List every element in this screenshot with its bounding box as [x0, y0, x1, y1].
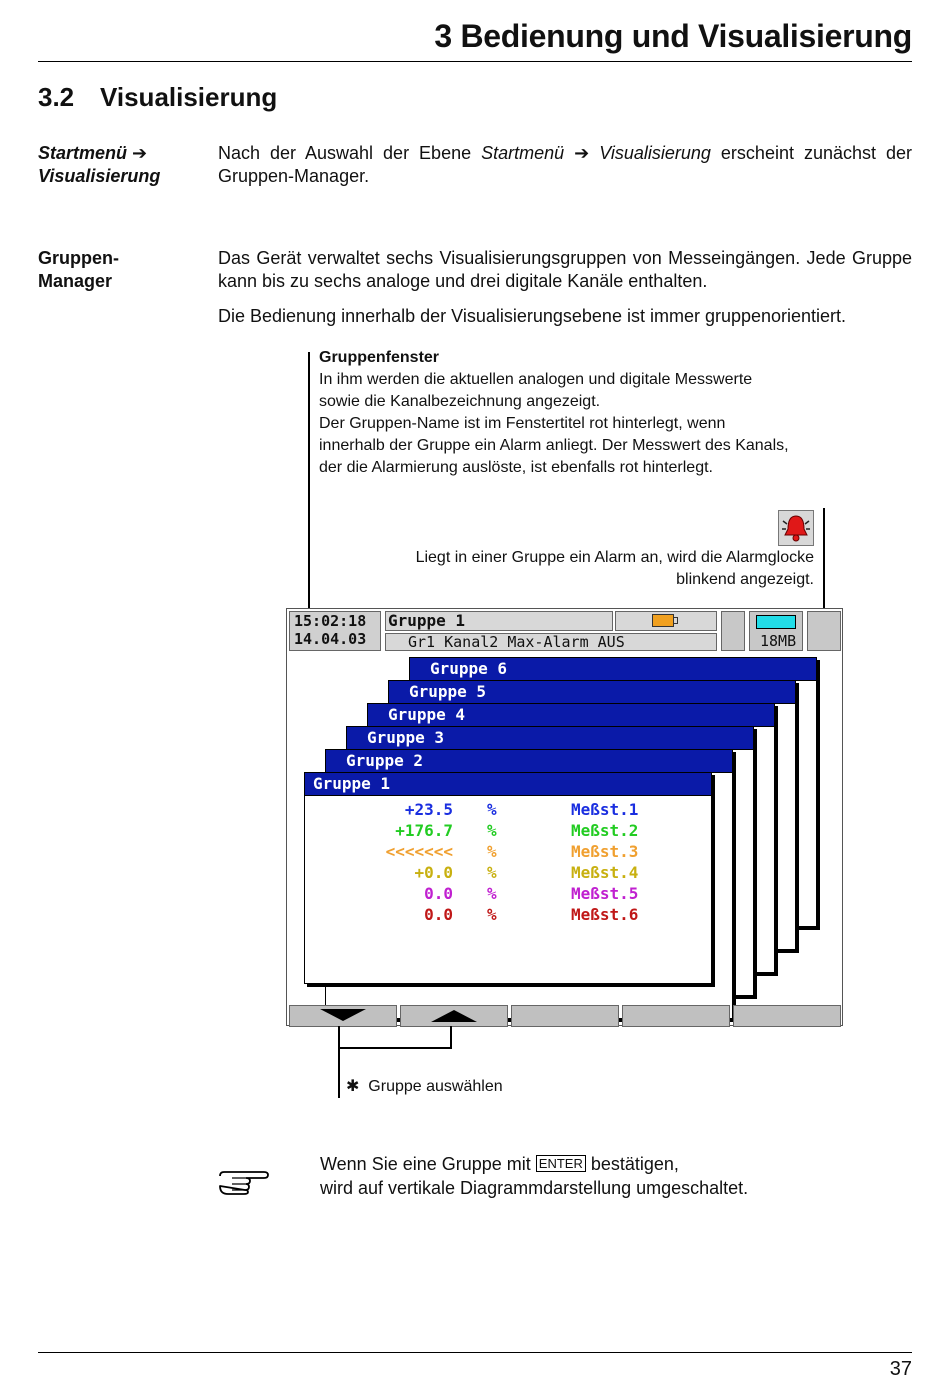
measurement-unit: % — [487, 905, 497, 924]
note-paragraph — [320, 1152, 748, 1200]
note-text: bestätigen, — [585, 1154, 679, 1174]
intro-text-end: erscheint zunächst der Gruppen-Manager. — [218, 143, 912, 186]
group-window-title: Gruppe 4 — [368, 704, 774, 727]
measurement-unit: % — [487, 821, 497, 840]
measurement-unit: % — [487, 842, 497, 861]
alarm-bell-icon — [778, 510, 814, 546]
callout-alarm-line: Liegt in einer Gruppe ein Alarm an, wird die Alarmglocke — [415, 549, 814, 566]
enter-key: ENTER — [536, 1155, 586, 1172]
measurement-unit: % — [487, 884, 497, 903]
note-line: wird auf vertikale Diagrammdarstellung umgeschaltet. — [320, 1178, 749, 1198]
status-message: Gr1 Kanal2 Max-Alarm AUS — [385, 633, 717, 651]
measurement-name: Meßst.6 — [571, 905, 639, 924]
callout-window-title: Gruppenfenster — [319, 349, 440, 366]
callout-window-line: In ihm werden die aktuellen analogen und digitale Messwerte — [319, 371, 753, 388]
measurement-name: Meßst.1 — [571, 800, 639, 819]
callout-select — [346, 1076, 503, 1098]
header-rule — [38, 61, 912, 62]
page-number: 37 — [889, 1358, 912, 1380]
callout-window-line: Der Gruppen-Name ist im Fenstertitel rot hinterlegt, wenn — [319, 415, 726, 432]
callout-select-text: Gruppe auswählen — [368, 1078, 503, 1095]
measurement-name: Meßst.3 — [571, 842, 639, 861]
battery-field — [615, 611, 717, 631]
measurement-name: Meßst.5 — [571, 884, 639, 903]
note-text: Wenn Sie eine Gruppe mit — [320, 1154, 536, 1174]
group-window-1[interactable] — [304, 772, 712, 984]
measurement-unit: % — [487, 800, 497, 819]
callout-line-alarm — [823, 508, 825, 610]
star-icon: ✱ — [346, 1078, 360, 1095]
group-window-title: Gruppe 3 — [347, 727, 753, 750]
measurement-value: 0.0 — [424, 905, 453, 924]
group-window-title: Gruppe 5 — [389, 681, 795, 704]
group-window-title: Gruppe 6 — [410, 658, 816, 681]
intro-text: Nach der Auswahl der Ebene — [218, 143, 482, 163]
section-title: Visualisierung — [100, 82, 278, 112]
callout-line-select-right — [450, 1026, 452, 1048]
manager-paragraph: Das Gerät verwaltet sechs Visualisierungsgruppen von Messeingängen. Jede Gruppe kann bis zu sechs analoge und drei digitale Kanäle enthalten. — [218, 248, 912, 291]
chapter-title: 3 Bedienung und Visualisierung — [434, 18, 912, 54]
date-readout: 14.04.03 — [294, 630, 367, 648]
callout-window-line: innerhalb der Gruppe ein Alarm anliegt. Der Messwert des Kanals, — [319, 437, 789, 454]
memory-readout: 18MB — [760, 632, 797, 650]
margin-label-startmenu — [38, 142, 198, 188]
manager-paragraph-2: Die Bedienung innerhalb der Visualisierungsebene ist immer gruppenorientiert. — [218, 306, 847, 326]
measurement-value: +176.7 — [395, 821, 453, 840]
device-screen — [286, 608, 843, 1026]
measurement-name: Meßst.2 — [571, 821, 639, 840]
softkey-up-button[interactable] — [400, 1005, 508, 1027]
softkey-4-button[interactable] — [622, 1005, 730, 1027]
softkey-3-button[interactable] — [511, 1005, 619, 1027]
clock-display — [289, 611, 381, 651]
memory-field — [749, 611, 803, 651]
group-window-title: Gruppe 2 — [326, 750, 732, 773]
section-heading — [38, 82, 277, 113]
callout-alarm — [416, 547, 814, 591]
memory-card-icon — [756, 615, 796, 629]
margin-label-gruppen-manager — [38, 247, 198, 293]
margin-label-line: Gruppen- — [38, 248, 119, 268]
battery-icon — [652, 614, 674, 627]
header-spacer — [721, 611, 745, 651]
measurement-value: +0.0 — [414, 863, 453, 882]
margin-label-line: Startmenü ➔ — [38, 143, 148, 163]
callout-line-select — [338, 1026, 340, 1098]
margin-label-line: Visualisierung — [38, 166, 161, 186]
callout-window — [319, 347, 879, 479]
intro-emphasis: Startmenü ➔ Visualisierung — [481, 143, 711, 163]
time-readout: 15:02:18 — [294, 612, 367, 630]
measurement-value: +23.5 — [404, 800, 453, 819]
softkey-5-button[interactable] — [733, 1005, 841, 1027]
section-number: 3.2 — [38, 82, 75, 112]
note-line — [320, 1152, 748, 1176]
battery-tip-icon — [674, 617, 678, 624]
measurement-unit: % — [487, 863, 497, 882]
group-window-title: Gruppe 1 — [305, 773, 711, 796]
callout-window-line: sowie die Kanalbezeichnung angezeigt. — [319, 393, 601, 410]
intro-paragraph — [218, 142, 912, 188]
callout-bracket — [338, 1047, 452, 1049]
measurement-value: 0.0 — [424, 884, 453, 903]
alarm-indicator-field[interactable] — [807, 611, 841, 651]
pointing-hand-icon — [218, 1166, 270, 1201]
group-title-field: Gruppe 1 — [385, 611, 613, 631]
softkey-down-button[interactable] — [289, 1005, 397, 1027]
callout-alarm-line: blinkend angezeigt. — [676, 571, 814, 588]
callout-window-line: der die Alarmierung auslöste, ist ebenfalls rot hinterlegt. — [319, 459, 713, 476]
measurement-value: <<<<<<< — [385, 842, 453, 861]
footer-rule — [38, 1352, 912, 1353]
measurement-name: Meßst.4 — [571, 863, 639, 882]
margin-label-line: Manager — [38, 271, 113, 291]
